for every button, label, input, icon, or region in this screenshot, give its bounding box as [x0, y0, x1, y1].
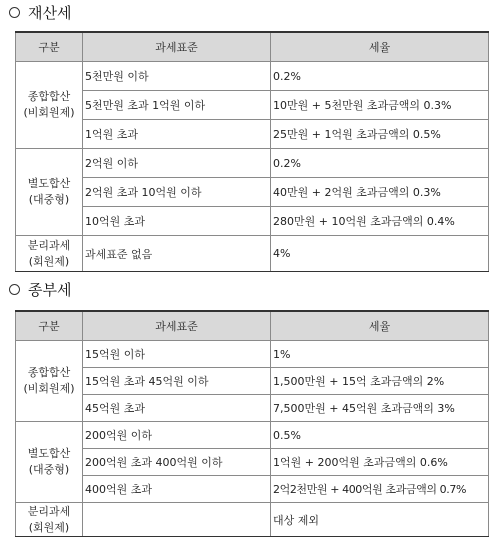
table-row: [16, 149, 489, 178]
standard-cell: 1억원 초과: [83, 120, 271, 149]
header-rate: 세율: [271, 32, 489, 62]
standard-cell: 200억원 초과 400억원 이하: [83, 449, 271, 476]
category-name: 종합합산: [27, 90, 71, 103]
table-row: [16, 91, 489, 120]
standard-cell: 과세표준 없음: [83, 236, 271, 272]
table-row: [16, 368, 489, 395]
category-cell: [16, 62, 83, 149]
rate-cell: 280만원 + 10억원 초과금액의 0.4%: [271, 207, 489, 236]
rate-cell: 2억2천만원 + 400억원 초과금액의 0.7%: [271, 476, 489, 503]
category-cell: [16, 341, 83, 422]
rate-cell: 1%: [271, 341, 489, 368]
table-row: [16, 476, 489, 503]
standard-cell: 10억원 초과: [83, 207, 271, 236]
standard-cell: 15억원 이하: [83, 341, 271, 368]
rate-cell: 0.2%: [271, 149, 489, 178]
table-row: [16, 395, 489, 422]
circle-bullet-icon: [9, 7, 20, 18]
table-row: [16, 503, 489, 537]
rate-cell: 4%: [271, 236, 489, 272]
standard-cell: 2억원 이하: [83, 149, 271, 178]
header-standard: 과세표준: [83, 311, 271, 341]
section-title-comprehensive-tax: [9, 280, 71, 298]
category-cell: [16, 503, 83, 537]
standard-cell: 15억원 초과 45억원 이하: [83, 368, 271, 395]
table-row: [16, 120, 489, 149]
category-cell: [16, 149, 83, 236]
category-sub: (회원제): [28, 254, 70, 268]
section-title-property-tax: [9, 3, 71, 21]
rate-cell: 7,500만원 + 45억원 초과금액의 3%: [271, 395, 489, 422]
table-row: [16, 449, 489, 476]
section-title-text: 재산세: [28, 3, 72, 22]
standard-cell: 5천만원 이하: [83, 62, 271, 91]
circle-bullet-icon: [9, 284, 20, 295]
rate-cell: 40만원 + 2억원 초과금액의 0.3%: [271, 178, 489, 207]
category-name: 분리과세: [27, 504, 71, 518]
standard-cell: 5천만원 초과 1억원 이하: [83, 91, 271, 120]
category-cell: [16, 236, 83, 272]
category-name: 별도합산: [27, 177, 71, 190]
standard-cell: 400억원 초과: [83, 476, 271, 503]
header-category: 구분: [16, 311, 83, 341]
table-row: [16, 236, 489, 272]
rate-cell: 대상 제외: [271, 503, 489, 537]
category-sub: (회원제): [28, 520, 70, 534]
standard-cell: 45억원 초과: [83, 395, 271, 422]
table-row: [16, 207, 489, 236]
category-name: 분리과세: [27, 238, 71, 252]
table-row: [16, 341, 489, 368]
rate-cell: 10만원 + 5천만원 초과금액의 0.3%: [271, 91, 489, 120]
header-standard: 과세표준: [83, 32, 271, 62]
table-row: [16, 178, 489, 207]
category-sub: (대중형): [28, 193, 70, 206]
property-tax-table: [15, 31, 489, 272]
rate-cell: 1억원 + 200억원 초과금액의 0.6%: [271, 449, 489, 476]
standard-cell: 2억원 초과 10억원 이하: [83, 178, 271, 207]
table-row: [16, 422, 489, 449]
table-row: [16, 62, 489, 91]
rate-cell: 0.2%: [271, 62, 489, 91]
category-name: 별도합산: [27, 447, 71, 460]
header-category: 구분: [16, 32, 83, 62]
category-sub: (대중형): [28, 463, 70, 476]
category-name: 종합합산: [27, 366, 71, 379]
rate-cell: 0.5%: [271, 422, 489, 449]
comprehensive-tax-table: [15, 310, 489, 537]
header-rate: 세율: [271, 311, 489, 341]
category-cell: [16, 422, 83, 503]
category-sub: (비회원제): [23, 382, 75, 395]
standard-cell: 200억원 이하: [83, 422, 271, 449]
rate-cell: 25만원 + 1억원 초과금액의 0.5%: [271, 120, 489, 149]
standard-cell: [83, 503, 271, 537]
category-sub: (비회원제): [23, 106, 75, 119]
section-title-text: 종부세: [28, 280, 72, 299]
rate-cell: 1,500만원 + 15억 초과금액의 2%: [271, 368, 489, 395]
